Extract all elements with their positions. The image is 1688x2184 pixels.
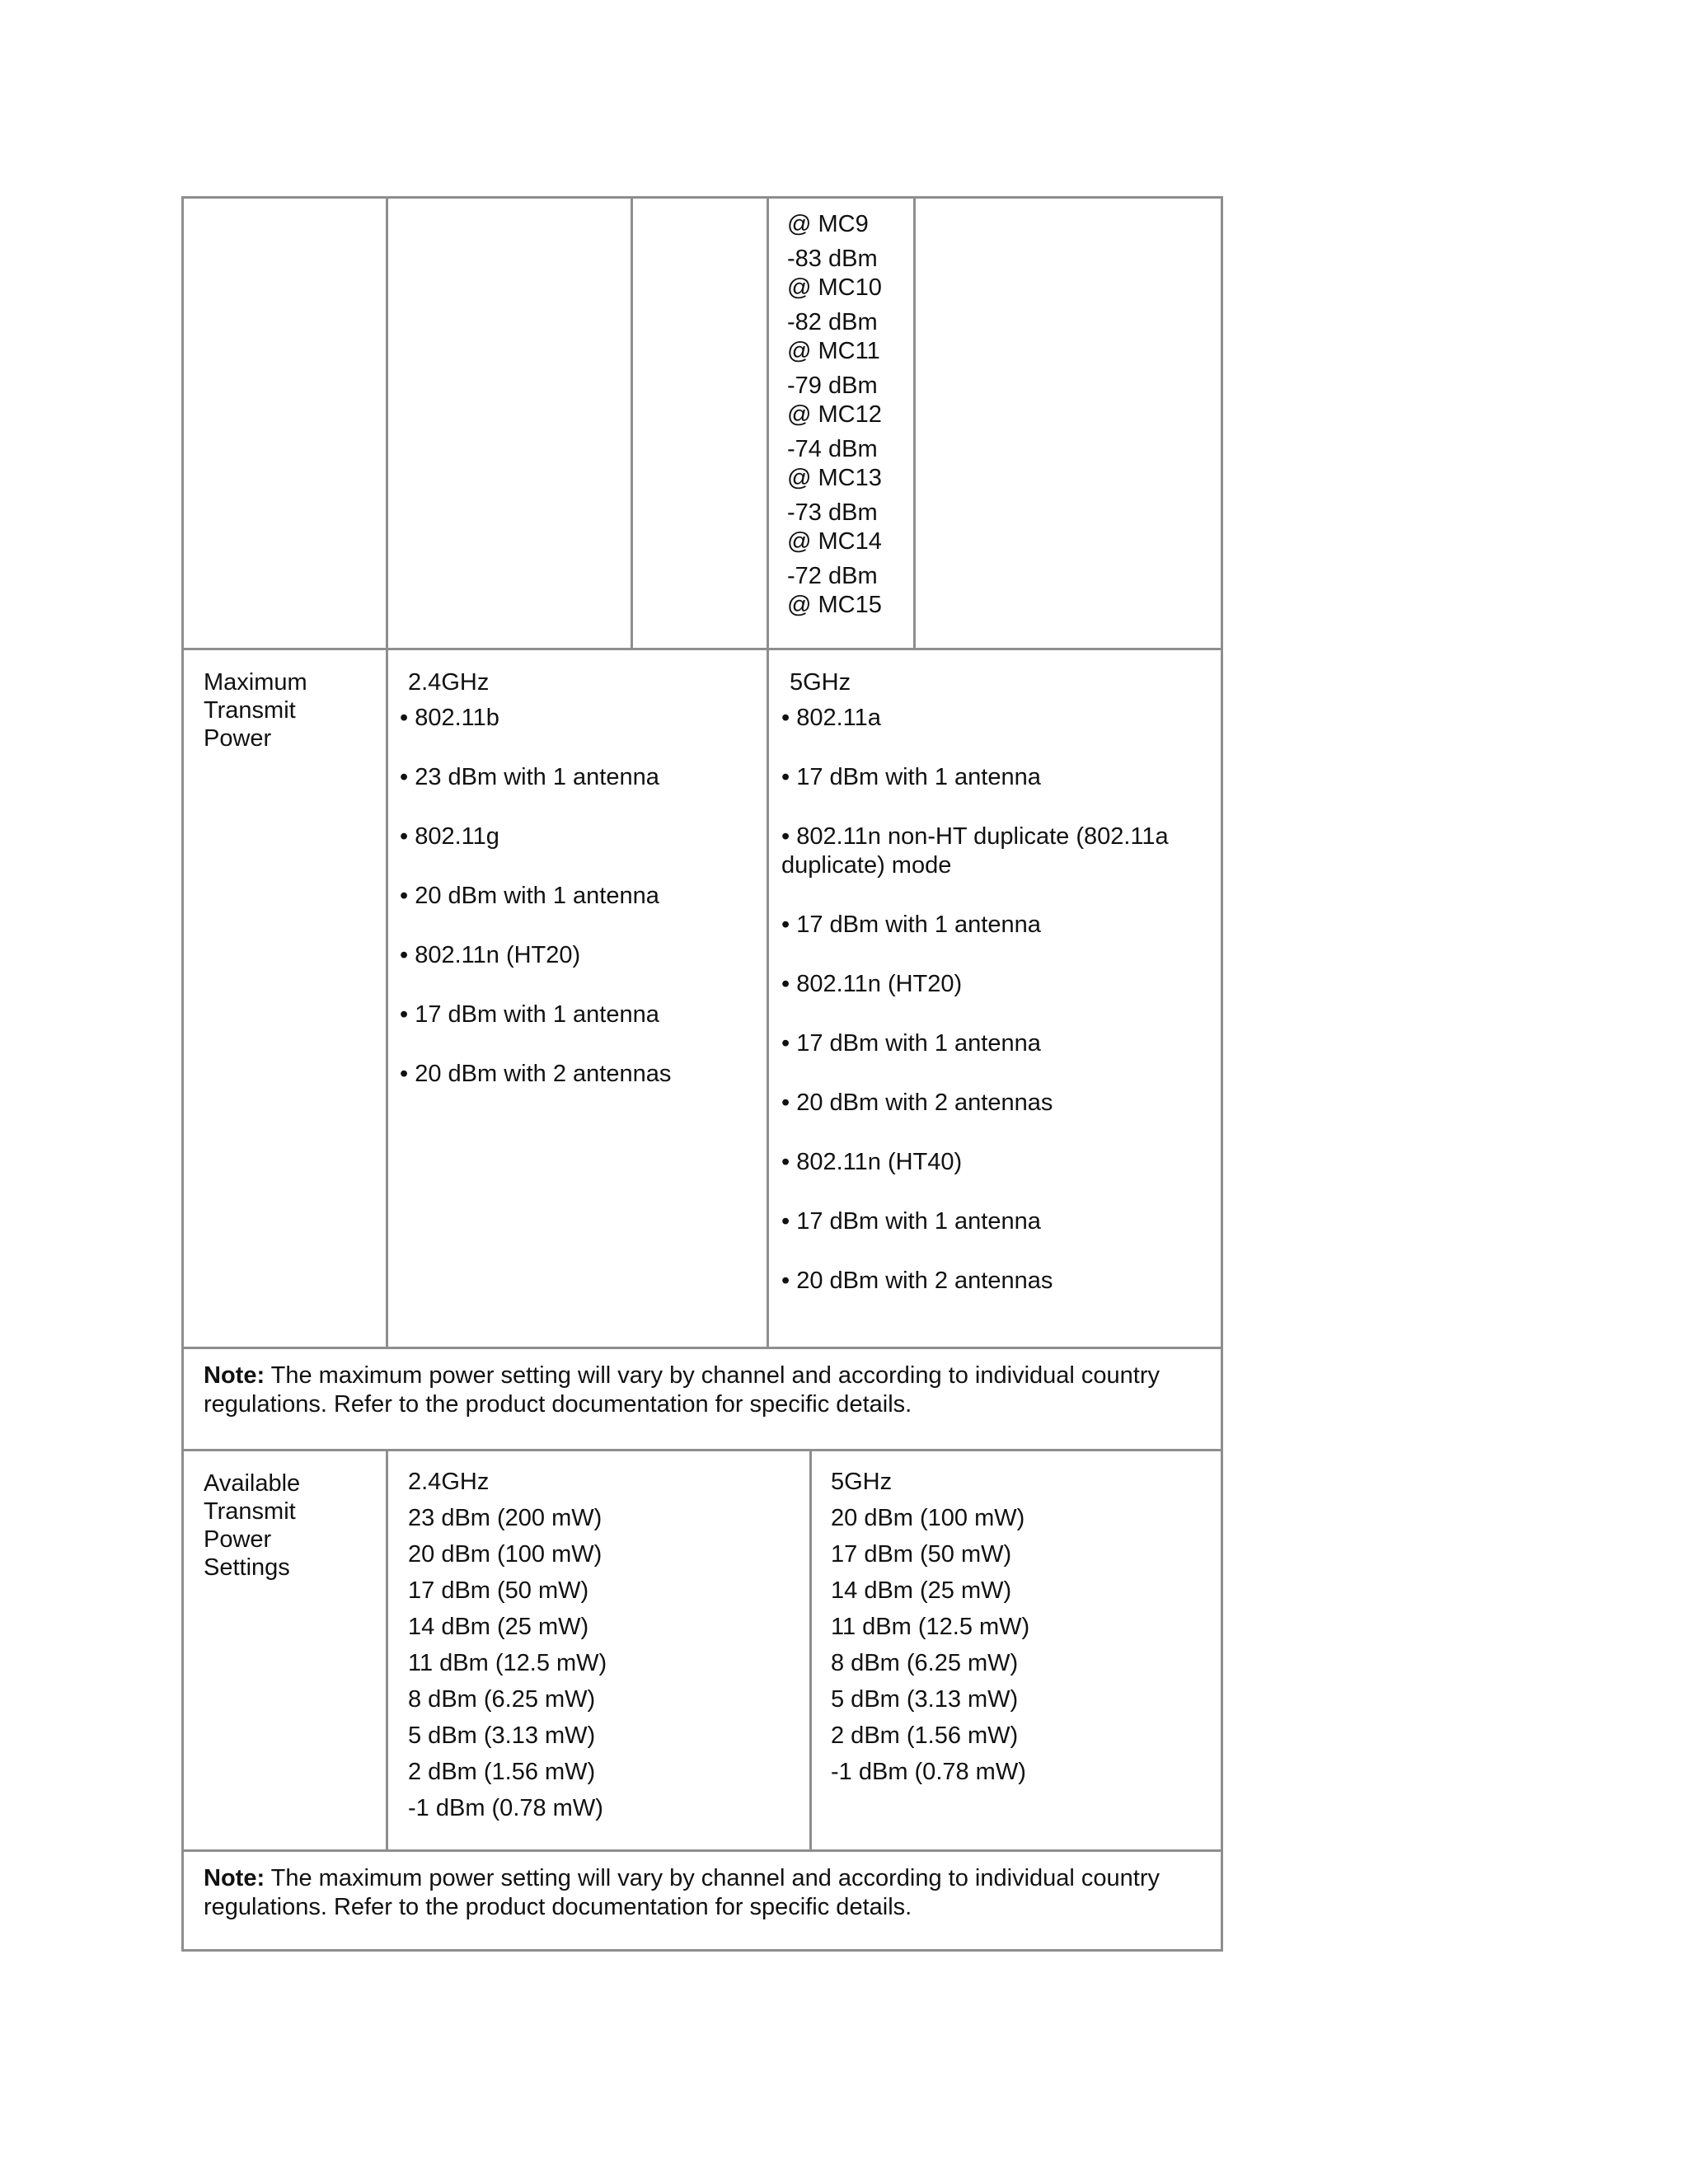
row-divider [181,1849,1223,1852]
column-divider [386,648,388,1347]
list-item: 8 dBm (6.25 mW) [831,1650,1019,1676]
rx-dbm: -74 dBm [787,436,878,462]
list-item: • 802.11a [781,705,881,731]
available-power-label: Available Transmit Power Settings [204,1470,301,1581]
list-item: 5 dBm (3.13 mW) [831,1686,1019,1713]
table-border [181,196,1223,199]
column-divider [386,196,388,648]
list-item: -1 dBm (0.78 mW) [831,1759,1026,1785]
column-divider [913,196,916,648]
band-heading: 2.4GHz [408,1469,490,1495]
table-border [181,196,184,1952]
list-item: 11 dBm (12.5 mW) [831,1614,1030,1640]
list-item: • 802.11n non-HT duplicate (802.11a duplicate) mode [781,823,1169,879]
specifications-table [181,196,1223,1952]
rx-mcs: @ MC9 [787,211,869,237]
list-item: 8 dBm (6.25 mW) [408,1686,596,1713]
list-item: • 802.11n (HT20) [781,971,963,997]
note-label: Note: [204,1865,265,1891]
list-item: 2 dBm (1.56 mW) [408,1759,596,1785]
column-divider [767,648,769,1347]
note-cell [204,1361,1205,1419]
column-divider [386,1449,388,1849]
list-item: -1 dBm (0.78 mW) [408,1795,603,1821]
rx-entry [787,308,903,366]
available-power-5ghz-cell [831,1464,1210,1790]
rx-entry [787,435,903,493]
rx-mcs: @ MC14 [787,528,882,555]
row-divider [181,1347,1223,1349]
list-item: • 17 dBm with 1 antenna [400,1001,659,1028]
column-divider [809,1449,812,1849]
rx-dbm: -79 dBm [787,373,878,399]
list-item: 14 dBm (25 mW) [831,1577,1012,1604]
band-heading: 2.4GHz [408,669,490,696]
list-item: • 20 dBm with 2 antennas [781,1090,1053,1116]
max-transmit-power-label: Maximum Transmit Power [204,669,307,752]
rx-dbm: -72 dBm [787,563,878,589]
rx-mcs: @ MC10 [787,274,882,301]
list-item: • 20 dBm with 1 antenna [400,883,659,909]
list-item: • 23 dBm with 1 antenna [400,764,659,790]
rx-entry [787,562,903,620]
rx-dbm: -73 dBm [787,499,878,526]
rx-dbm: -83 dBm [787,246,878,272]
rx-entry [787,210,903,239]
rx-mcs: @ MC13 [787,465,882,491]
table-border [1221,196,1223,1952]
max-power-5ghz-cell [781,668,1210,1326]
row-divider [181,1449,1223,1451]
list-item: • 802.11n (HT20) [400,942,581,968]
list-item: • 20 dBm with 2 antennas [781,1268,1053,1294]
list-item: • 17 dBm with 1 antenna [781,764,1041,790]
list-item: 5 dBm (3.13 mW) [408,1722,596,1749]
note-label: Note: [204,1362,265,1389]
list-item: • 17 dBm with 1 antenna [781,912,1041,938]
list-item: • 17 dBm with 1 antenna [781,1030,1041,1057]
rx-mcs: @ MC11 [787,338,880,364]
list-item: 17 dBm (50 mW) [831,1541,1012,1568]
note-cell [204,1864,1205,1922]
band-heading: 5GHz [831,1469,893,1495]
list-item: • 802.11n (HT40) [781,1149,963,1175]
list-item: 23 dBm (200 mW) [408,1505,603,1531]
rx-sensitivity-cell [787,210,903,626]
rx-dbm: -82 dBm [787,309,878,335]
note-text: The maximum power setting will vary by channel and according to individual country regulations. Refer to the product documentation for specific details. [204,1865,1160,1920]
note-text: The maximum power setting will vary by channel and according to individual country regulations. Refer to the product documentation for specific details. [204,1362,1160,1418]
band-heading: 5GHz [790,669,851,696]
list-item: 2 dBm (1.56 mW) [831,1722,1019,1749]
row-divider [181,648,1223,650]
table-border [181,1949,1223,1952]
list-item: • 20 dBm with 2 antennas [400,1061,672,1087]
list-item: • 802.11b [400,705,499,731]
list-item: 17 dBm (50 mW) [408,1577,589,1604]
rx-mcs: @ MC12 [787,401,882,428]
rx-entry [787,245,903,302]
list-item: 11 dBm (12.5 mW) [408,1650,607,1676]
list-item: 20 dBm (100 mW) [408,1541,603,1568]
column-divider [767,196,769,648]
rx-entry [787,499,903,556]
rx-mcs: @ MC15 [787,592,882,618]
rx-entry [787,372,903,429]
list-item: • 17 dBm with 1 antenna [781,1208,1041,1235]
max-power-24ghz-cell [400,668,754,1119]
list-item: • 802.11g [400,823,499,850]
available-power-24ghz-cell [408,1464,795,1826]
column-divider [631,196,633,648]
list-item: 14 dBm (25 mW) [408,1614,589,1640]
list-item: 20 dBm (100 mW) [831,1505,1025,1531]
